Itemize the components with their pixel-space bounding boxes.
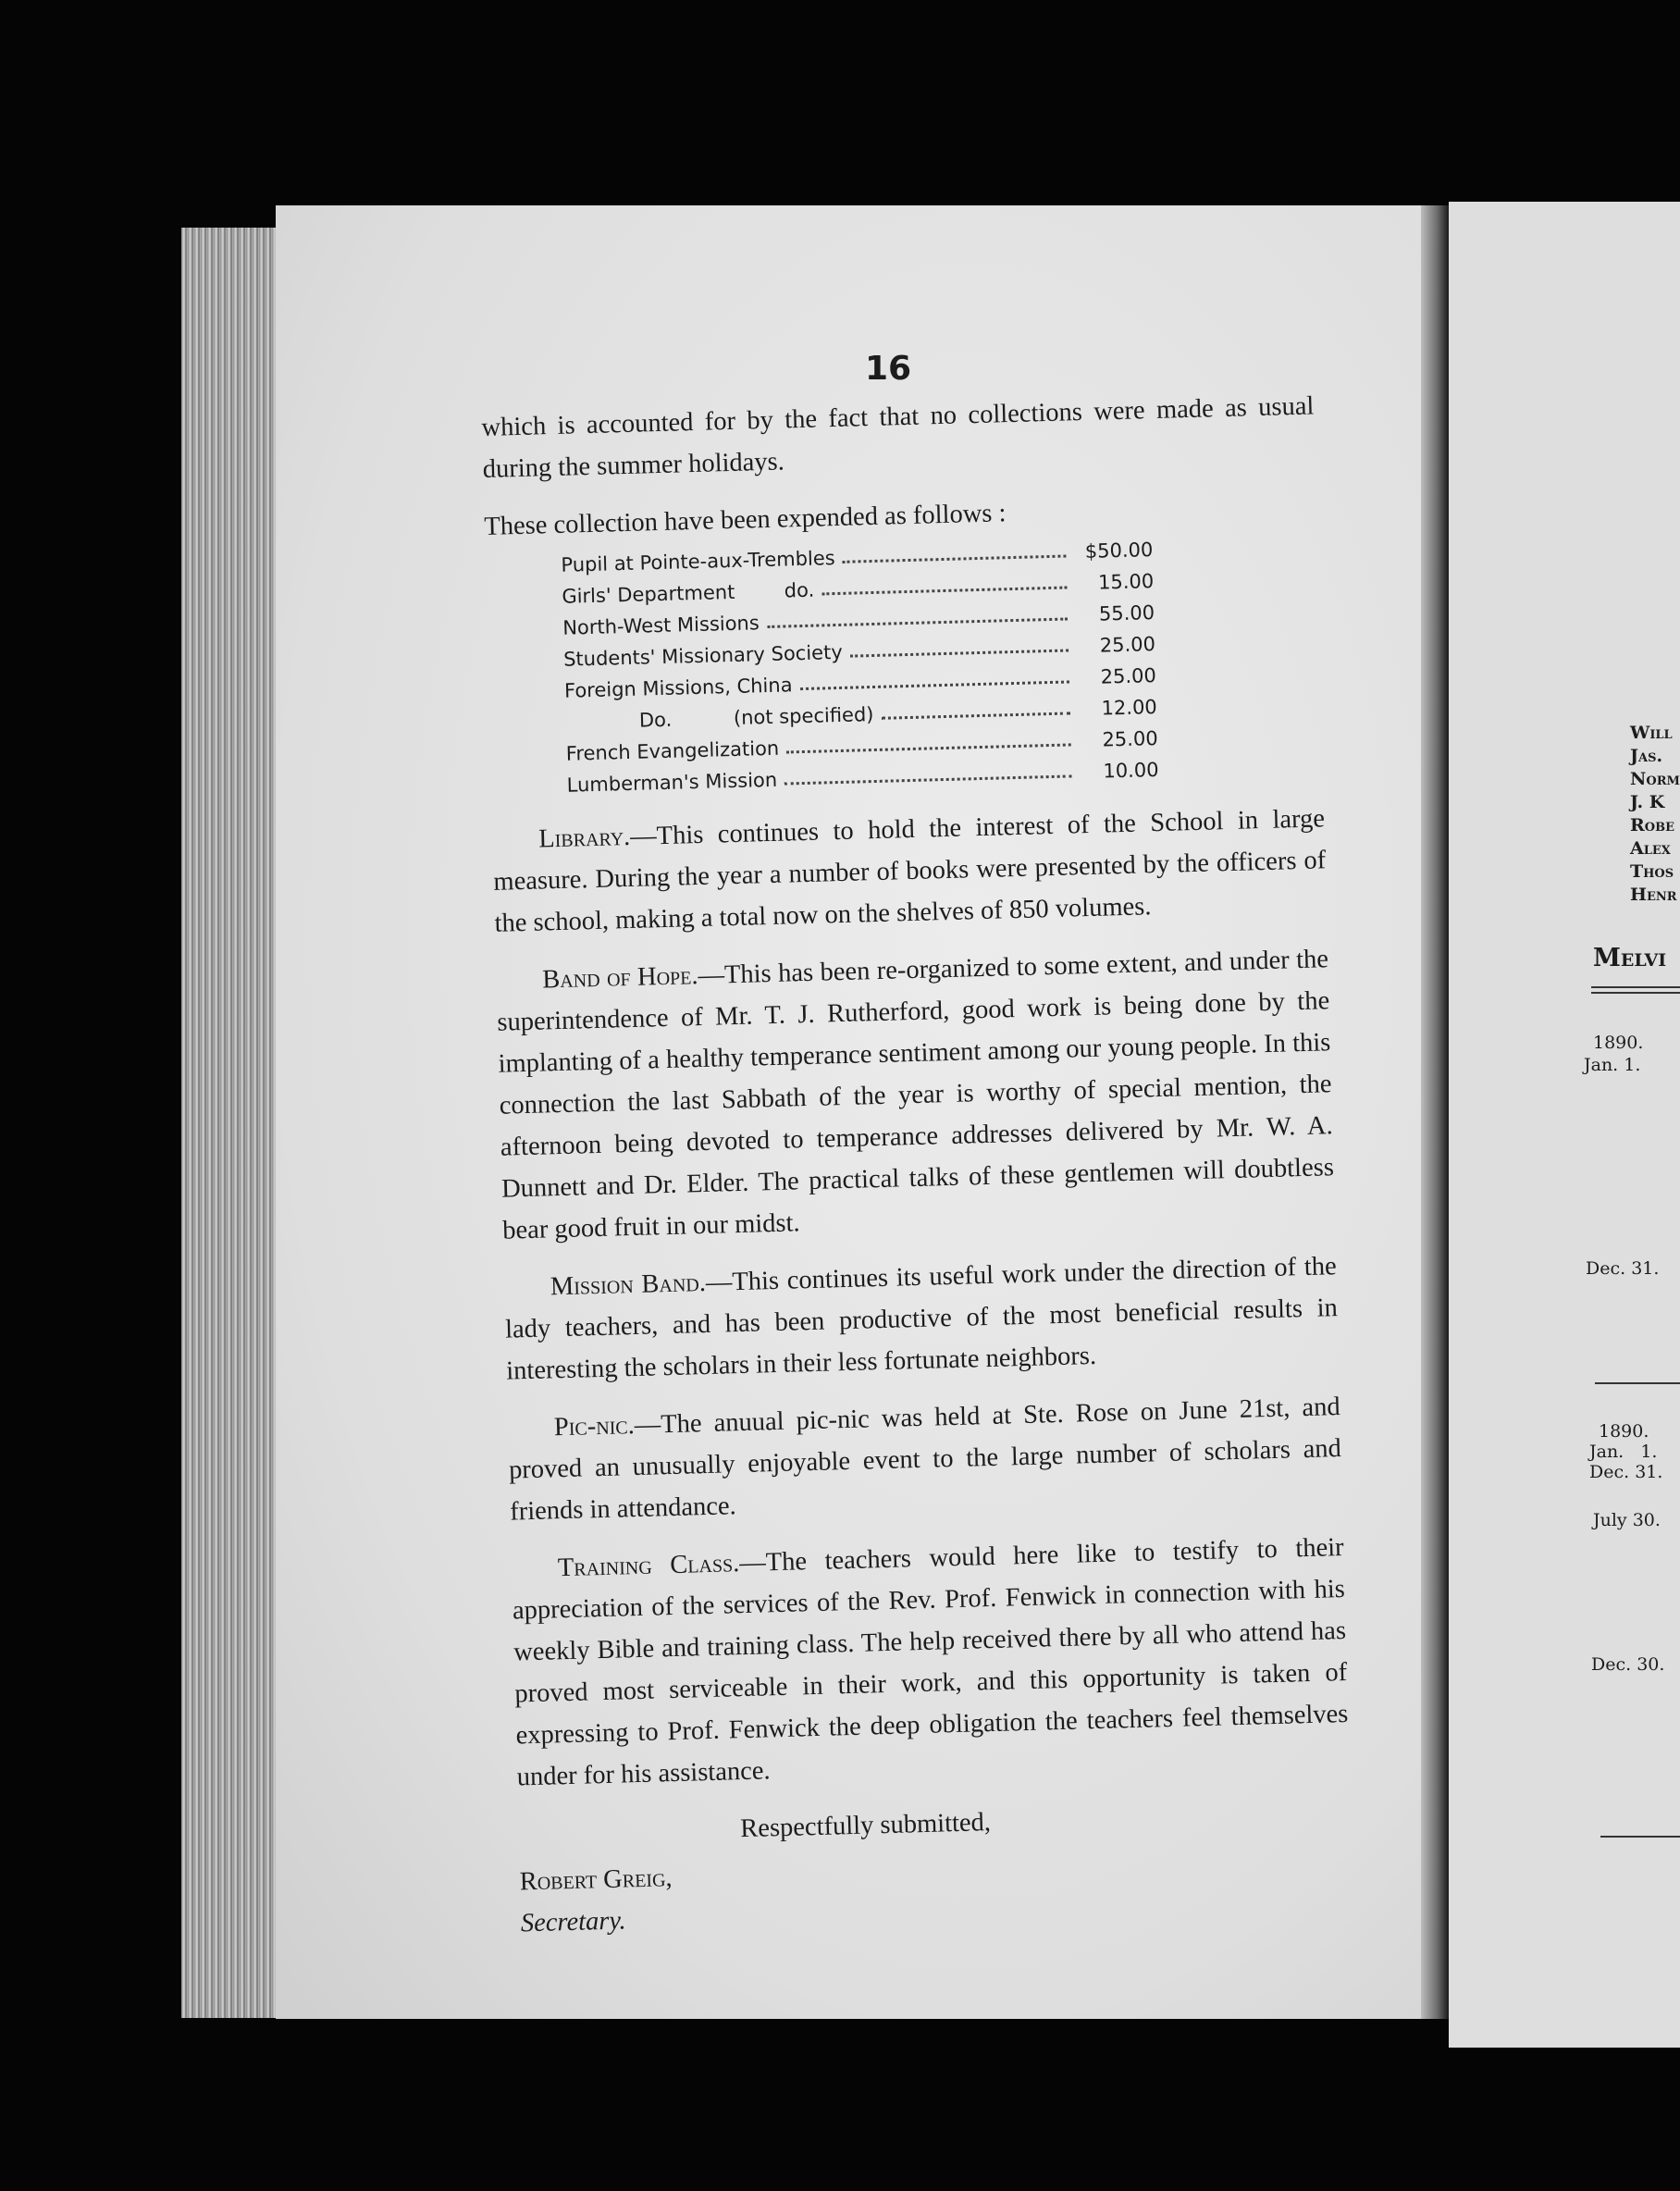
- expenditure-label: Lumberman's Mission: [566, 768, 778, 797]
- signature-name: Robert Greig,: [519, 1863, 673, 1897]
- expenditure-label: Girls' Department do.: [562, 578, 815, 608]
- right-page: [1449, 202, 1680, 2048]
- expenditure-amount: $50.00: [1084, 538, 1154, 563]
- expenditure-label: Pupil at Pointe-aux-Trembles: [561, 547, 835, 576]
- right-page-heading: Melvi: [1593, 944, 1667, 972]
- band-of-hope-heading: Band of Hope.: [541, 961, 698, 995]
- intro-paragraph: which is accounted for by the fact that no collections were made as usual during the summer holidays.: [481, 391, 1315, 484]
- right-page-date: 1890.: [1599, 1421, 1649, 1442]
- book-gutter: [1421, 205, 1449, 2019]
- mission-band-paragraph: [503, 1245, 1339, 1393]
- expenditure-amount: 25.00: [1099, 633, 1156, 657]
- right-page-date: Dec. 30.: [1591, 1654, 1665, 1675]
- picnic-heading: Pic-nic.: [553, 1411, 636, 1442]
- book-page-edges: [181, 228, 285, 2018]
- mission-band-heading: Mission Band.: [550, 1268, 707, 1302]
- right-page-name: Alex: [1630, 838, 1671, 859]
- training-class-text: —The teachers would here like to testify to their appreciation of the services of the Rev. Prof. Fenwick in connection with his weekly Bible and training class. The help received there by all who attend has proved most serviceable in their work, and this opportunity is taken of expressing to Prof. Fenwick the deep obligation the teachers feel themselves under for his assistance.: [512, 1533, 1349, 1792]
- picnic-paragraph: [507, 1386, 1342, 1533]
- library-text: —This continues to hold the interest of the School in large measure. During the year a number of books were presented by the officers of the school, making a total now on the shelves of 850 volumes.: [493, 804, 1327, 938]
- expenditure-amount: 10.00: [1103, 758, 1159, 783]
- right-page-name: Will: [1630, 723, 1673, 743]
- expenditure-label: Do. (not specified): [638, 703, 874, 732]
- page-number: 16: [864, 350, 912, 388]
- right-page-name: Jas.: [1630, 746, 1663, 766]
- training-class-heading: Training Class.: [557, 1549, 740, 1583]
- right-page-date: July 30.: [1593, 1510, 1661, 1530]
- right-page-names: [1630, 722, 1680, 907]
- expenditure-label: North-West Missions: [562, 612, 760, 639]
- expenditures-table: [561, 529, 1324, 800]
- expenditure-amount: 12.00: [1101, 695, 1158, 720]
- expenditures-intro: These collection have been expended as follows :: [483, 499, 1007, 541]
- right-page-name: J. K: [1630, 792, 1665, 812]
- right-page-name: Norm: [1630, 769, 1680, 789]
- mission-band-text: —This continues its useful work under the direction of the lady teachers, and has been productive of the most beneficial results in interesting the scholars in their less fortunate neighbors.: [504, 1252, 1339, 1386]
- band-of-hope-text: —This has been re-organized to some extent, and under the superintendence of Mr. T. J. Rutherford, good work is being done by the implanting of a healthy temperance sentiment among our young people. In this connection the last Sabbath of the year is worthy of special mention, the afternoon being devoted to temperance addresses delivered by Mr. W. A. Dunnett and Dr. Elder. The practical talks of these gentlemen will doubtless bear good fruit in our midst.: [497, 945, 1335, 1245]
- expenditure-label: Foreign Missions, China: [563, 674, 793, 702]
- library-heading: Library.: [537, 822, 631, 854]
- right-page-rule: [1600, 1836, 1680, 1838]
- right-page-rule: [1591, 986, 1680, 988]
- expenditure-label: French Evangelization: [565, 737, 780, 765]
- right-page-date: 1890.: [1593, 1033, 1644, 1053]
- right-page-rule: [1595, 1382, 1680, 1384]
- picnic-text: —The anuual pic-nic was held at Ste. Rose on June 21st, and proved an unusually enjoyable event to the large number of scholars and friends in attendance.: [508, 1393, 1342, 1527]
- expenditure-amount: 25.00: [1100, 663, 1157, 688]
- leader-dots: [849, 630, 1069, 657]
- leader-dots: [881, 693, 1070, 719]
- training-class-paragraph: [511, 1527, 1350, 1798]
- signature-title: Secretary.: [520, 1906, 626, 1938]
- right-page-name: Thos: [1630, 861, 1674, 882]
- closing-line: Respectfully submitted,: [739, 1808, 992, 1844]
- report-text: [481, 385, 1353, 1944]
- right-page-name: Henr: [1630, 885, 1677, 905]
- expenditure-label: Students' Missionary Society: [562, 640, 844, 671]
- right-page-name: Robe: [1630, 815, 1675, 836]
- expenditure-amount: 55.00: [1098, 601, 1155, 625]
- right-page-rule: [1591, 992, 1680, 994]
- right-page-date: Jan. 1.: [1584, 1055, 1641, 1075]
- right-page-date: Dec. 31.: [1586, 1258, 1660, 1279]
- leader-dots: [842, 537, 1066, 563]
- right-page-date: Dec. 31.: [1589, 1462, 1663, 1482]
- expenditure-amount: 15.00: [1097, 570, 1155, 594]
- expenditure-amount: 25.00: [1102, 726, 1158, 751]
- library-paragraph: [492, 798, 1328, 945]
- band-of-hope-paragraph: [496, 938, 1336, 1251]
- right-page-date: Jan. 1.: [1589, 1442, 1658, 1462]
